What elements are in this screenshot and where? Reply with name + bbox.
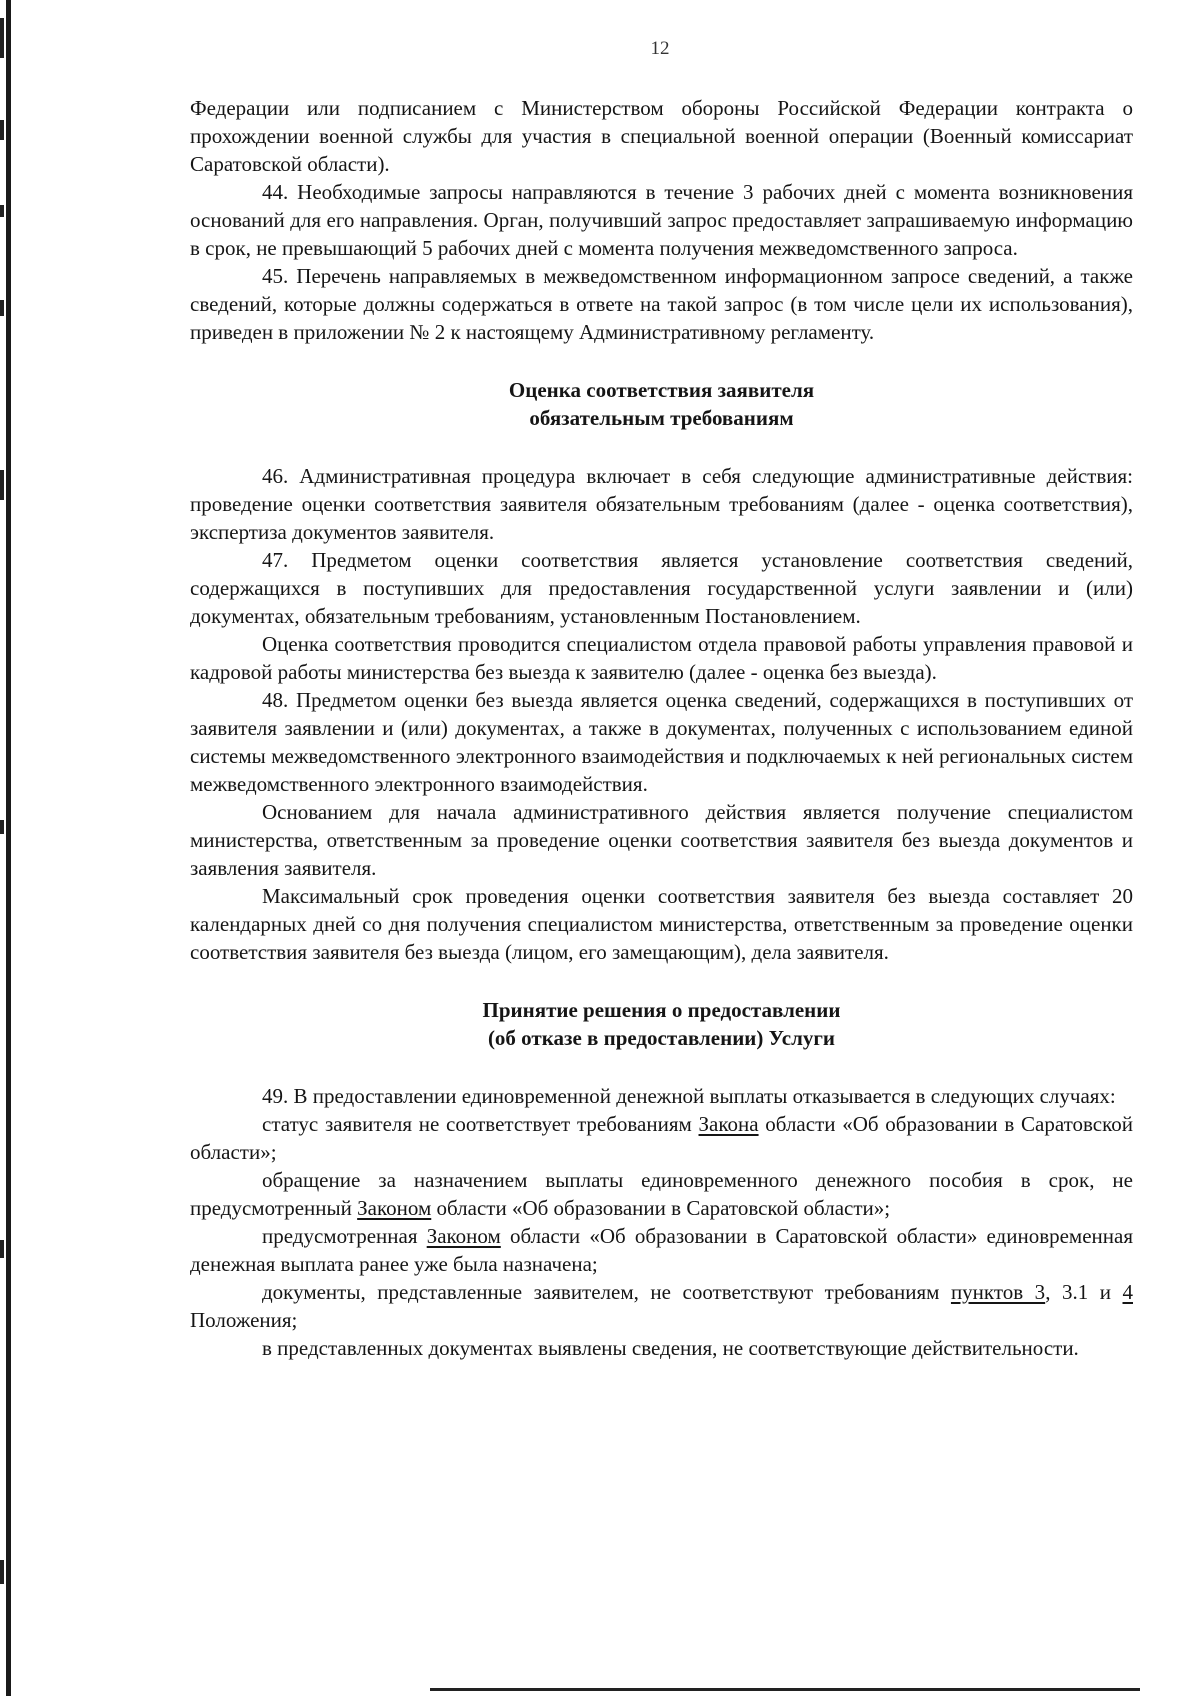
refusal-case-1: статус заявителя не соответствует требованиям Закона области «Об образовании в Саратовской области»; (190, 1112, 1133, 1164)
paragraph-49: 49. В предоставлении единовременной денежной выплаты отказывается в следующих случаях: (262, 1084, 1116, 1108)
paragraph-continuation: Федерации или подписанием с Министерством обороны Российской Федерации контракта о прохождении военной службы для участия в специальной военной операции (Военный комиссариат Саратовской области). (190, 96, 1133, 176)
section-heading-assessment (190, 376, 1133, 432)
heading-line: Оценка соответствия заявителя (508, 378, 815, 402)
heading-line: Принятие решения о предоставлении (482, 998, 841, 1022)
paragraph-48: 48. Предметом оценки без выезда является оценка сведений, содержащихся в поступивших от заявителя заявлении и (или) документах, а также в документах, полученных с использованием единой системы межведомственного электронного взаимодействия и подключаемых к ней региональных систем межведомственного электронного взаимодействия. (190, 688, 1133, 796)
clauses-link[interactable]: пунктов 3 (950, 1280, 1046, 1304)
paragraph-44: 44. Необходимые запросы направляются в течение 3 рабочих дней с момента возникновения оснований для его направления. Орган, получивший запрос предоставляет запрашиваемую информацию в срок, не превышающий 5 рабочих дней с момента получения межведомственного запроса. (190, 180, 1133, 260)
heading-line: (об отказе в предоставлении) Услуги (487, 1026, 836, 1050)
paragraph-47: 47. Предметом оценки соответствия является установление соответствия сведений, содержащихся в поступивших для предоставления государственной услуги заявлении и (или) документах, обязательным требованиям, установленным Постановлением. (190, 548, 1133, 628)
law-link[interactable]: Законом (426, 1224, 501, 1248)
clause-4-link[interactable]: 4 (1122, 1280, 1133, 1304)
refusal-case-5: в представленных документах выявлены сведения, не соответствующие действительности. (262, 1336, 1079, 1360)
law-link[interactable]: Законом (357, 1196, 432, 1220)
refusal-case-3: предусмотренная Законом области «Об образовании в Саратовской области» единовременная денежная выплата ранее уже была назначена; (190, 1224, 1134, 1276)
page-number: 12 (650, 38, 670, 59)
document-body (190, 94, 1133, 1362)
bottom-rule (430, 1688, 1140, 1691)
paragraph-46: 46. Административная процедура включает в себя следующие административные действия: проведение оценки соответствия заявителя обязательным требованиям (далее - оценка соответствия), экспертиза документов заявителя. (190, 464, 1133, 544)
paragraph-48-deadline: Максимальный срок проведения оценки соответствия заявителя без выезда составляет 20 календарных дней со дня получения специалистом министерства, ответственным за проведение оценки соответствия заявителя без выезда (лицом, его замещающим), дела заявителя. (190, 884, 1133, 964)
heading-line: обязательным требованиям (529, 406, 794, 430)
section-heading-decision (190, 996, 1133, 1052)
paragraph-47-cont: Оценка соответствия проводится специалистом отдела правовой работы управления правовой и кадровой работы министерства без выезда к заявителю (далее - оценка без выезда). (190, 632, 1133, 684)
refusal-case-2: обращение за назначением выплаты единовременного денежного пособия в срок, не предусмотренный Законом области «Об образовании в Саратовской области»; (190, 1168, 1133, 1220)
paragraph-48-basis: Основанием для начала административного действия является получение специалистом министерства, ответственным за проведение оценки соответствия заявителя без выезда документов и заявления заявителя. (190, 800, 1133, 880)
paragraph-45: 45. Перечень направляемых в межведомственном информационном запросе сведений, а также сведений, которые должны содержаться в ответе на такой запрос (в том числе цели их использования), приведен в приложении № 2 к настоящему Административному регламенту. (190, 264, 1133, 344)
refusal-case-4: документы, представленные заявителем, не соответствуют требованиям пунктов 3, 3.1 и 4 Положения; (190, 1280, 1133, 1332)
scan-edge-ticks (0, 0, 12, 1696)
law-link[interactable]: Закона (698, 1112, 759, 1136)
